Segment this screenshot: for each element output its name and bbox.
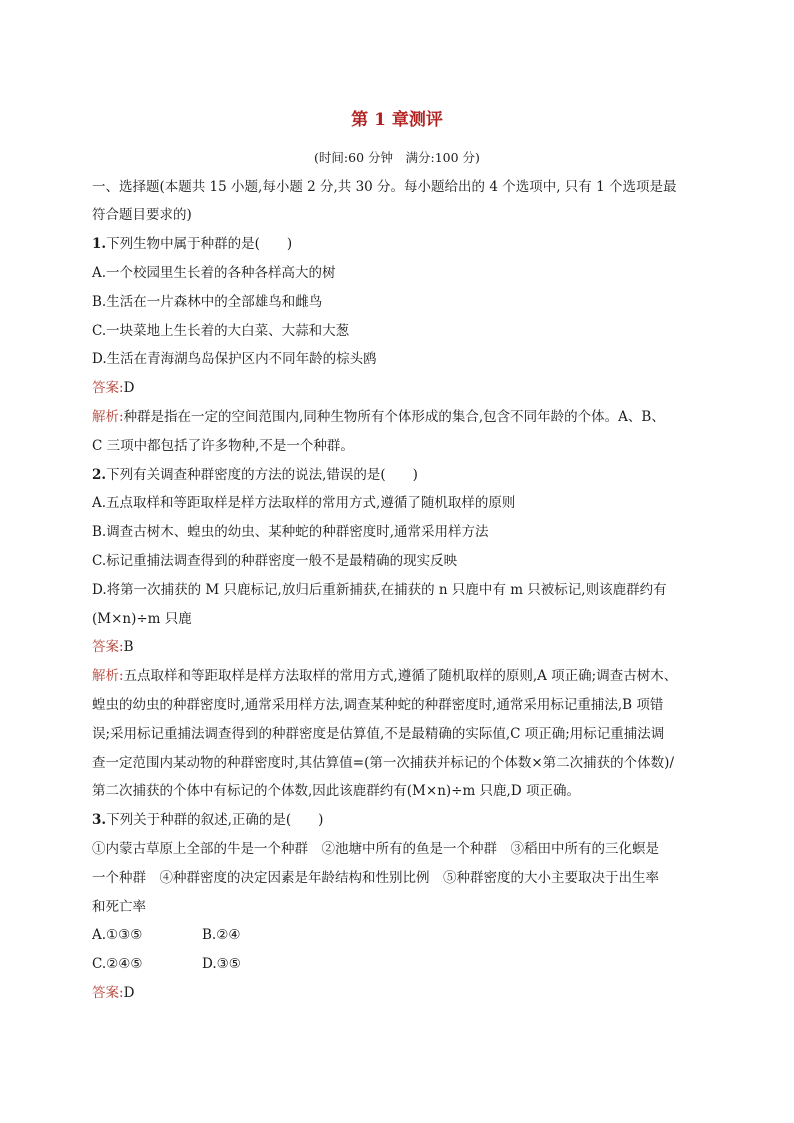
analysis-label: 解析: — [92, 668, 124, 685]
section-heading-line: 符合题目要求的) — [92, 207, 192, 224]
question-stem — [92, 461, 732, 490]
page-title: 第 1 章测评 — [351, 110, 443, 130]
option-d: D.③⑤ — [202, 956, 241, 973]
question-text: 下列有关调查种群密度的方法的说法,错误的是( ) — [106, 466, 418, 483]
analysis-line: 解析:种群是指在一定的空间范围内,同种生物所有个体形成的集合,包含不同年龄的个体。A、B、 — [92, 408, 665, 425]
statement-line: ①内蒙古草原上全部的牛是一个种群 ②池塘中所有的鱼是一个种群 ③稻田中所有的三化螟是 — [92, 840, 659, 857]
question-text: 下列生物中属于种群的是( ) — [106, 236, 293, 253]
option-b: B.生活在一片森林中的全部雄鸟和雌鸟 — [92, 293, 323, 310]
analysis-line: 蝗虫的幼虫的种群密度时,通常采用样方法,调查某种蛇的种群密度时,通常采用标记重捕法,B 项错 — [92, 696, 664, 713]
answer-label: 答案: — [92, 984, 124, 1001]
analysis-line: 解析:五点取样和等距取样是样方法取样的常用方式,遵循了随机取样的原则,A 项正确;调查古树木、 — [92, 668, 678, 685]
answer-value: B — [123, 639, 134, 656]
question-stem — [92, 806, 732, 835]
analysis-label: 解析: — [92, 408, 124, 425]
statement-line: 和死亡率 — [92, 898, 146, 915]
answer — [92, 374, 732, 403]
section-heading-line: 一、选择题(本题共 15 小题,每小题 2 分,共 30 分。每小题给出的 4 个选项中, 只有 1 个选项是最 — [92, 178, 677, 195]
question-stem — [92, 230, 732, 259]
option-c: C.一块菜地上生长着的大白菜、大蒜和大葱 — [92, 322, 350, 339]
analysis-line: 查一定范围内某动物的种群密度时,其估算值=(第一次捕获并标记的个体数×第二次捕获的个体数)/ — [92, 754, 674, 771]
answer-label: 答案: — [92, 639, 124, 656]
answer-value: D — [123, 380, 135, 397]
option-b: B.调查古树木、蝗虫的幼虫、某种蛇的种群密度时,通常采用样方法 — [92, 524, 489, 541]
statement-line: 一个种群 ④种群密度的决定因素是年龄结构和性别比例 ⑤种群密度的大小主要取决于出生率 — [92, 869, 659, 886]
analysis-line: C 三项中都包括了许多物种,不是一个种群。 — [92, 437, 354, 454]
question-number: 1. — [92, 236, 107, 253]
answer-value: D — [123, 984, 135, 1001]
option-c: C.②④⑤ — [92, 956, 143, 973]
exam-meta: (时间:60 分钟 满分:100 分) — [314, 150, 480, 165]
answer — [92, 979, 732, 1008]
option-row — [92, 950, 732, 979]
question-number: 2. — [92, 466, 107, 483]
question-number: 3. — [92, 812, 107, 829]
answer — [92, 633, 732, 662]
option-d: D.生活在青海湖鸟岛保护区内不同年龄的棕头鸥 — [92, 351, 377, 368]
document-body — [92, 173, 732, 1008]
question-text: 下列关于种群的叙述,正确的是( ) — [106, 812, 324, 829]
option-b: B.②④ — [202, 927, 241, 944]
analysis-line: 误;采用标记重捕法调查得到的种群密度是估算值,不是最精确的实际值,C 项正确;用标记重捕法调 — [92, 725, 665, 742]
option-row — [92, 921, 732, 950]
option-c: C.标记重捕法调查得到的种群密度一般不是最精确的现实反映 — [92, 552, 458, 569]
option-a: A.五点取样和等距取样是样方法取样的常用方式,遵循了随机取样的原则 — [92, 495, 516, 512]
option-a: A.一个校园里生长着的各种各样高大的树 — [92, 264, 336, 281]
answer-label: 答案: — [92, 380, 124, 397]
option-d-continued: (M×n)÷m 只鹿 — [92, 610, 192, 627]
option-d: D.将第一次捕获的 M 只鹿标记,放归后重新捕获,在捕获的 n 只鹿中有 m 只被标记,则该鹿群约有 — [92, 581, 667, 598]
analysis-line: 第二次捕获的个体中有标记的个体数,因此该鹿群约有(M×n)÷m 只鹿,D 项正确。 — [92, 783, 580, 800]
option-a: A.①③⑤ — [92, 927, 143, 944]
